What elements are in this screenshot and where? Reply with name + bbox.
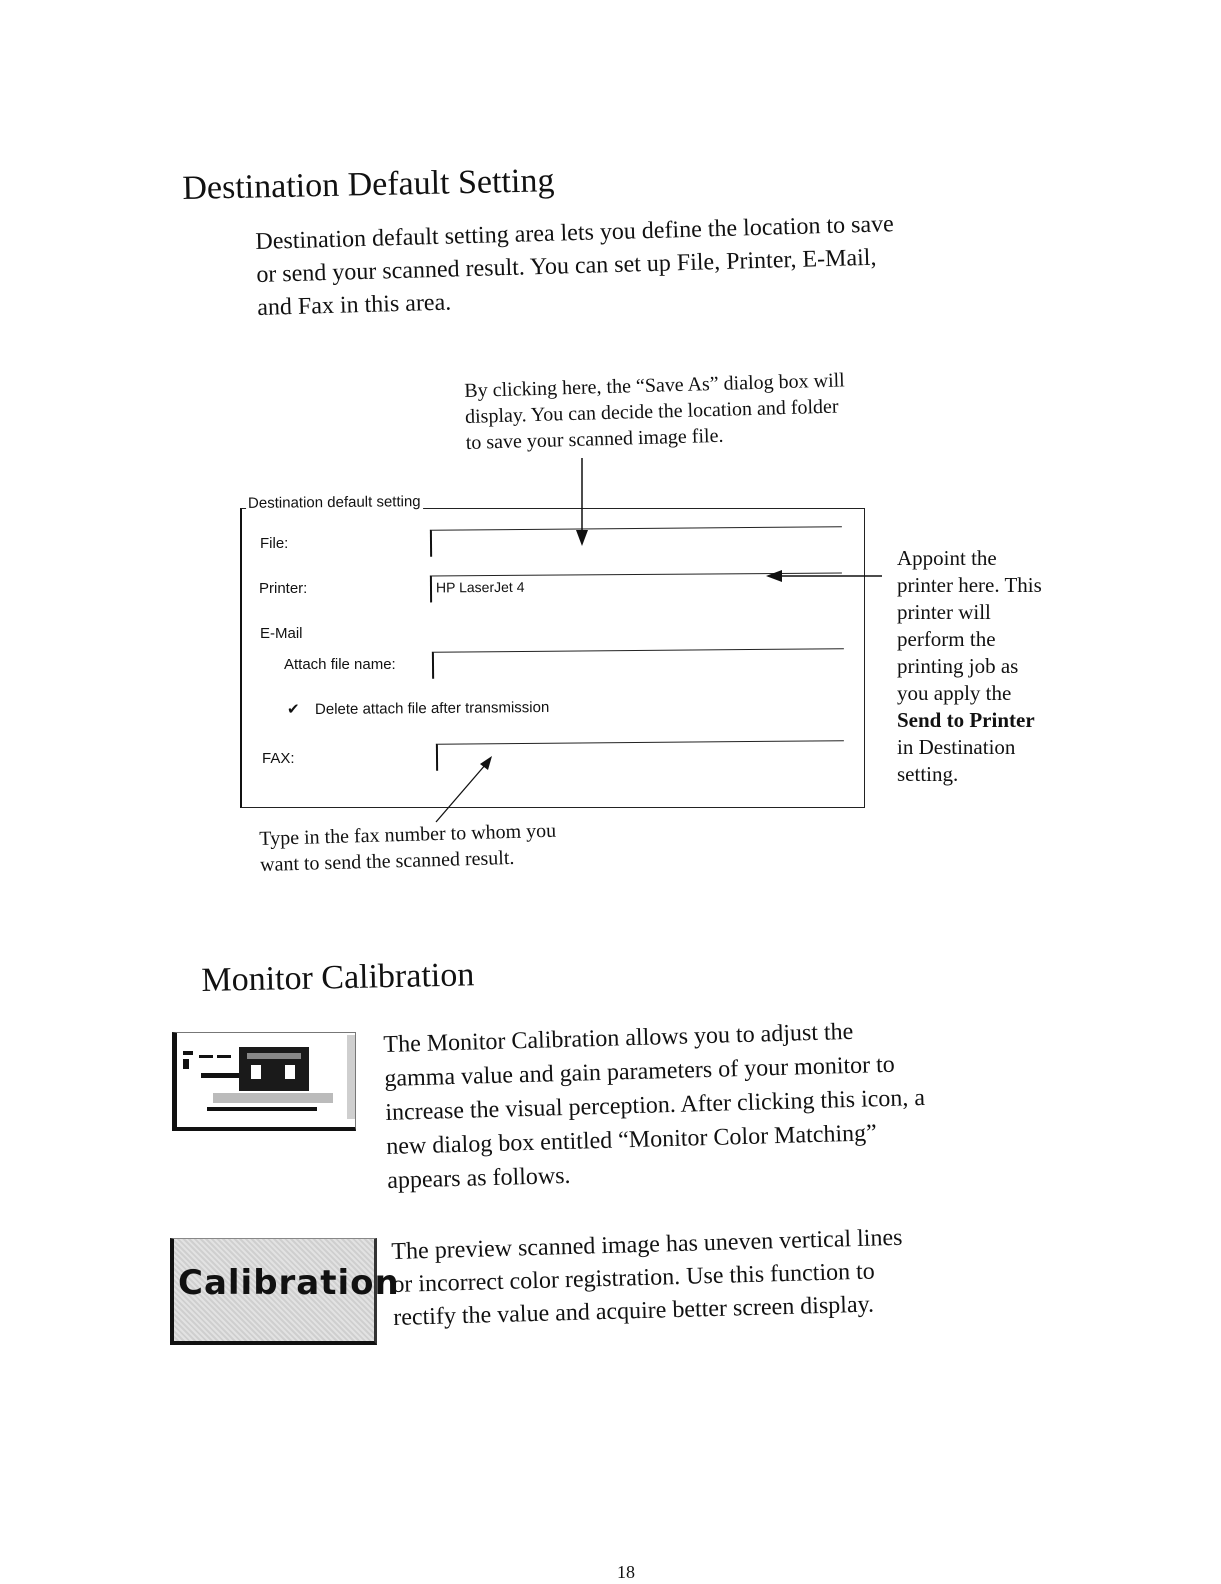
delete-attach-label: Delete attach file after transmission (314, 698, 550, 719)
monitor-calibration-desc-line: increase the visual perception. After clicking this icon, a (385, 1084, 926, 1126)
callout-line: to save your scanned image file. (465, 424, 724, 454)
callout-printer (897, 545, 1042, 788)
callout-line: printer will (897, 600, 991, 624)
callout-line: display. You can decide the location and folder (464, 395, 839, 428)
destination-intro-line: and Fax in this area. (256, 289, 452, 321)
fax-label: FAX: (262, 750, 295, 767)
section-title-destination: Destination Default Setting (182, 162, 555, 207)
file-label: File: (260, 535, 289, 552)
callout-line: By clicking here, the “Save As” dialog box will (464, 369, 845, 402)
calibration-desc-line: rectify the value and acquire better screen display. (392, 1291, 875, 1331)
callout-fax (259, 818, 557, 878)
callout-bold-term: Send to Printer (897, 708, 1035, 732)
page-number: 18 (617, 1562, 635, 1582)
monitor-calibration-icon[interactable] (172, 1032, 356, 1131)
destination-intro-line: or send your scanned result. You can set up File, Printer, E-Mail, (256, 244, 877, 288)
calibration-desc-line: or incorrect color registration. Use this function to (392, 1258, 876, 1298)
monitor-calibration-desc-line: gamma value and gain parameters of your monitor to (384, 1051, 896, 1092)
callout-line: printer here. This (897, 573, 1042, 597)
attach-file-label: Attach file name: (284, 656, 396, 673)
callout-line: perform the (897, 627, 996, 651)
callout-line: Appoint the (897, 546, 997, 570)
arrow-to-fax-line (436, 764, 486, 822)
calibration-desc (391, 1222, 905, 1335)
arrow-to-file-head (576, 530, 588, 546)
callout-line: you apply the (897, 681, 1012, 705)
calibration-desc-line: The preview scanned image has uneven vertical lines (391, 1224, 903, 1265)
calibration-button-label: Calibration (178, 1263, 400, 1303)
printer-value: HP LaserJet 4 (435, 578, 525, 596)
callout-line: printing job as (897, 654, 1019, 678)
destination-intro-line: Destination default setting area lets you define the location to save (255, 211, 895, 255)
callout-line: want to send the scanned result. (259, 846, 515, 876)
monitor-calibration-desc-line: The Monitor Calibration allows you to adjust the (383, 1018, 854, 1058)
monitor-calibration-desc-line: appears as follows. (386, 1162, 571, 1194)
arrow-to-printer-head (766, 570, 782, 582)
calibration-button[interactable] (170, 1238, 400, 1345)
monitor-calibration-desc-line: new dialog box entitled “Monitor Color Matching” (385, 1120, 878, 1160)
groupbox-title: Destination default setting (247, 493, 421, 512)
monitor-calibration-icon-graphic (177, 1033, 355, 1127)
delete-attach-checkbox[interactable]: ✔ (287, 701, 300, 718)
email-label: E-Mail (260, 625, 303, 642)
printer-label: Printer: (259, 580, 308, 597)
callout-line: in Destination (897, 735, 1016, 759)
section-title-monitor-calibration: Monitor Calibration (201, 956, 475, 999)
monitor-calibration-desc (383, 1013, 927, 1198)
callout-line: setting. (897, 762, 959, 786)
callout-line: Type in the fax number to whom you (259, 819, 557, 850)
